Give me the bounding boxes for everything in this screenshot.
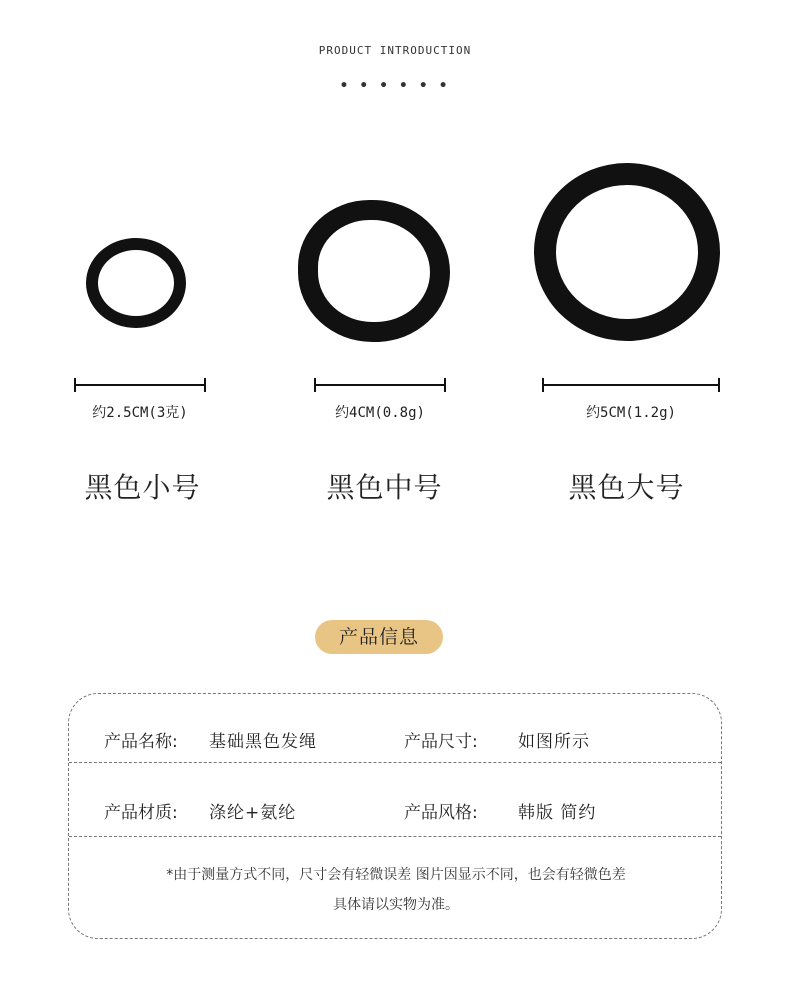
medium-hair-tie-image — [298, 200, 450, 342]
small-size-ruler — [74, 378, 206, 392]
product-material-value: 涤纶+氨纶 — [209, 803, 297, 823]
small-hair-tie-image — [86, 238, 186, 328]
row-divider — [69, 836, 721, 837]
product-style-value: 韩版 简约 — [518, 803, 597, 823]
small-size-label: 约2.5CM(3克) — [92, 405, 188, 421]
medium-size-label: 约4CM(0.8g) — [335, 405, 425, 421]
large-size-ruler — [542, 378, 720, 392]
small-variant-name: 黑色小号 — [84, 471, 201, 504]
disclaimer-note-line1: *由于测量方式不同，尺寸会有轻微误差 图片因显示不同，也会有轻微色差 — [166, 867, 626, 883]
medium-variant-name: 黑色中号 — [326, 471, 443, 504]
header-dots: • • • • • • — [339, 78, 451, 94]
large-variant-name: 黑色大号 — [568, 471, 685, 504]
product-size-value: 如图所示 — [518, 732, 590, 752]
row-divider — [69, 762, 721, 763]
product-name-label: 产品名称: — [104, 732, 178, 752]
disclaimer-note-line2: 具体请以实物为准。 — [333, 897, 459, 913]
large-size-label: 约5CM(1.2g) — [586, 405, 676, 421]
product-info-badge: 产品信息 — [315, 620, 443, 654]
product-style-label: 产品风格: — [404, 803, 478, 823]
header-title: PRODUCT INTRODUCTION — [318, 44, 472, 57]
product-name-value: 基础黑色发绳 — [209, 732, 317, 752]
product-material-label: 产品材质: — [104, 803, 178, 823]
product-size-label: 产品尺寸: — [404, 732, 478, 752]
medium-size-ruler — [314, 378, 446, 392]
product-info-box — [68, 693, 722, 939]
large-hair-tie-image — [534, 163, 720, 341]
